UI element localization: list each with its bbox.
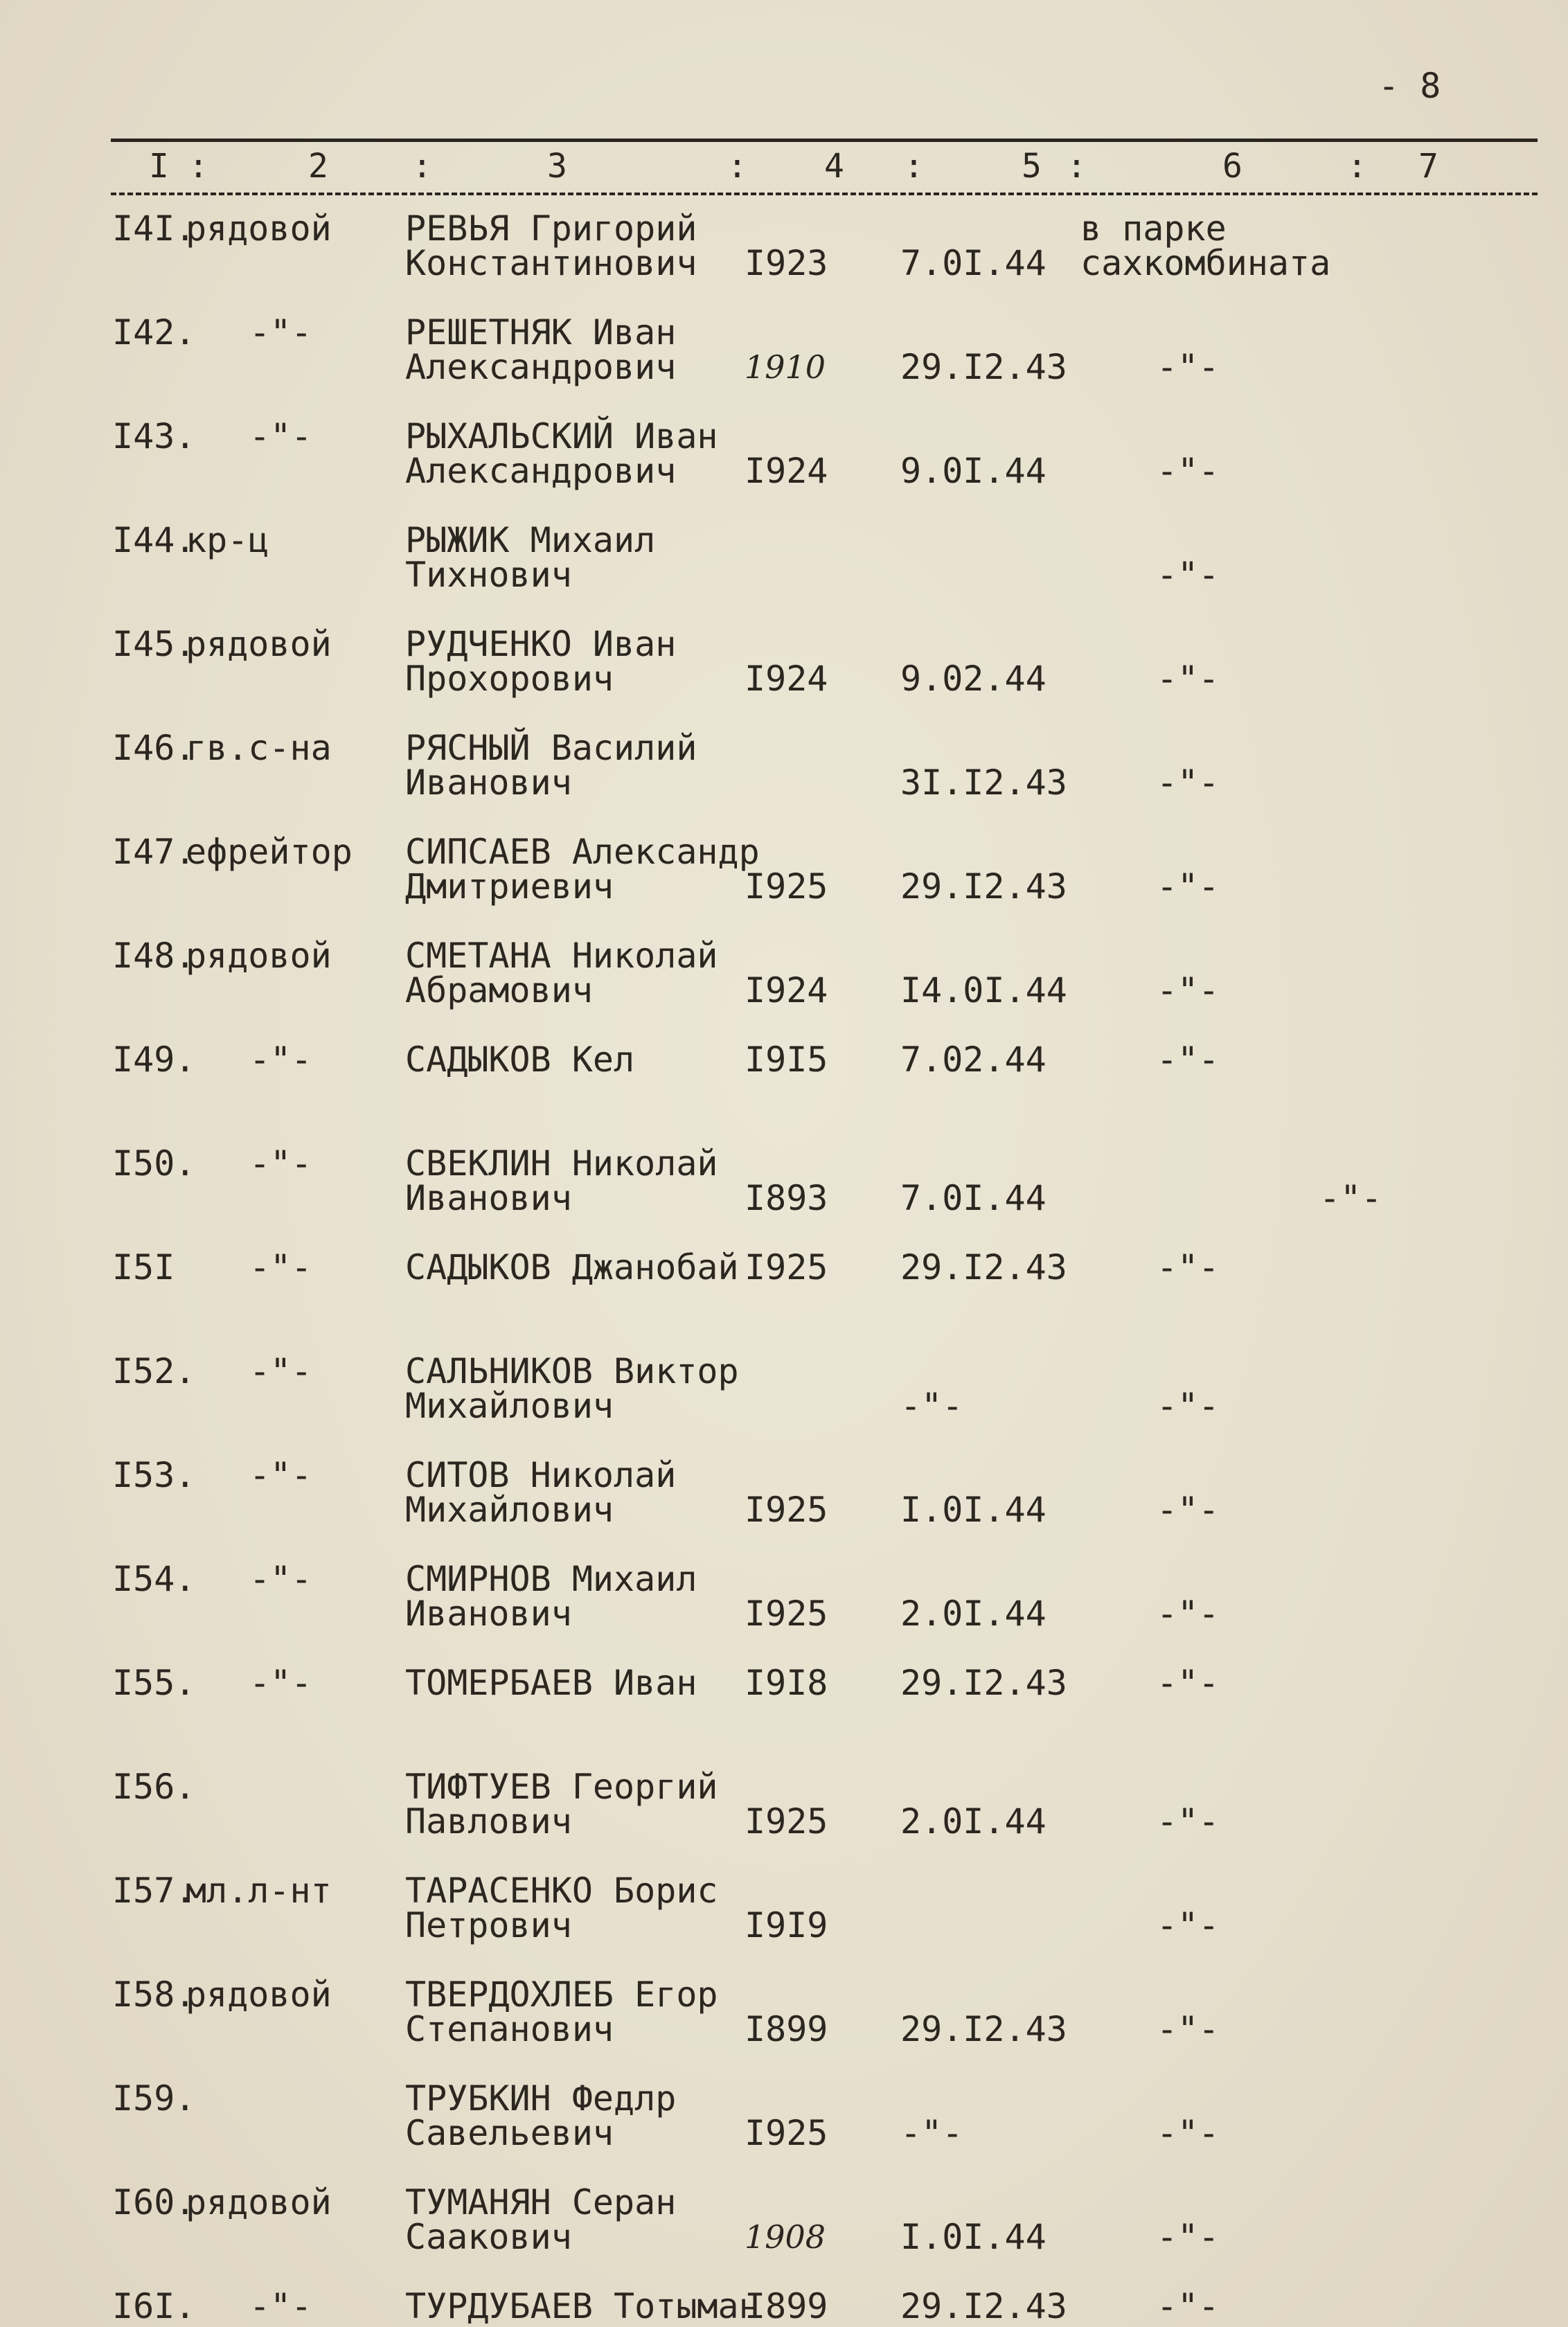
- date: 7.0I.44: [900, 243, 1046, 283]
- date: 2.0I.44: [900, 1594, 1046, 1634]
- row-number: I55.: [112, 1663, 196, 1703]
- date: 7.0I.44: [900, 1178, 1046, 1218]
- rank: -"-: [249, 1455, 312, 1495]
- page-number: - 8: [1378, 66, 1441, 106]
- table-row: [0, 1351, 1568, 1458]
- burial-place-ditto: -"-: [1157, 347, 1220, 387]
- birth-year: I9I8: [745, 1663, 828, 1703]
- surname-name: РУДЧЕНКО Иван: [405, 624, 677, 664]
- surname-name: РЯСНЫЙ Василий: [405, 728, 697, 768]
- surname-name: ТАРАСЕНКО Борис: [405, 1871, 718, 1911]
- rank: гв.с-на: [186, 728, 332, 768]
- birth-year: I925: [745, 1594, 828, 1634]
- date: I.0I.44: [900, 2217, 1046, 2257]
- rank: -"-: [249, 1559, 312, 1599]
- date: 29.I2.43: [900, 347, 1067, 387]
- rank: -"-: [249, 1351, 312, 1391]
- patronymic: Прохорович: [405, 659, 614, 699]
- header-sep: :: [188, 147, 208, 186]
- surname-name: СИПСАЕВ Александр: [405, 832, 760, 872]
- rank: ефрейтор: [186, 832, 353, 872]
- row-number: I43.: [112, 416, 196, 456]
- date: I.0I.44: [900, 1490, 1046, 1530]
- patronymic: Петрович: [405, 1905, 572, 1945]
- patronymic: Степанович: [405, 2009, 614, 2049]
- surname-name: ТОМЕРБАЕВ Иван: [405, 1663, 697, 1703]
- header-sep: :: [1347, 147, 1367, 186]
- burial-place-ditto: -"-: [1157, 2009, 1220, 2049]
- col7-ditto: -"-: [1319, 1178, 1382, 1218]
- rank: -"-: [249, 1247, 312, 1287]
- surname-name: ТВЕРДОХЛЕБ Егор: [405, 1974, 718, 2015]
- date: 29.I2.43: [900, 2286, 1067, 2326]
- burial-place-ditto: -"-: [1157, 451, 1220, 491]
- birth-year: I9I5: [745, 1040, 828, 1080]
- burial-place-ditto: -"-: [1157, 1905, 1220, 1945]
- rank: -"-: [249, 312, 312, 353]
- birth-year: I893: [745, 1178, 828, 1218]
- table-row: [0, 624, 1568, 731]
- table-row: [0, 1974, 1568, 2081]
- table-row: [0, 208, 1568, 315]
- burial-place: в парке: [1080, 208, 1227, 249]
- table-row: [0, 2078, 1568, 2185]
- header-col-3: 3: [547, 147, 567, 186]
- patronymic: Иванович: [405, 1594, 572, 1634]
- patronymic: Дмитриевич: [405, 866, 614, 907]
- burial-place-ditto: -"-: [1157, 2113, 1220, 2153]
- patronymic: Иванович: [405, 763, 572, 803]
- row-number: I42.: [112, 312, 196, 353]
- header-sep: :: [727, 147, 747, 186]
- surname-name: РЫЖИК Михаил: [405, 520, 656, 560]
- row-number: I5I: [112, 1247, 175, 1287]
- surname-name: ТУРДУБАЕВ Тотыман: [405, 2286, 760, 2326]
- row-number: I47.: [112, 832, 196, 872]
- burial-place-ditto: -"-: [1157, 1490, 1220, 1530]
- date: 29.I2.43: [900, 1247, 1067, 1287]
- birth-year: I925: [745, 1801, 828, 1842]
- rank: -"-: [249, 2286, 312, 2326]
- table-row: [0, 1143, 1568, 1250]
- rank: -"-: [249, 1143, 312, 1184]
- surname-name: СИТОВ Николай: [405, 1455, 677, 1495]
- surname-name: СМЕТАНА Николай: [405, 936, 718, 976]
- header-col-4: 4: [824, 147, 844, 186]
- surname-name: РЕШЕТНЯК Иван: [405, 312, 677, 353]
- row-number: I52.: [112, 1351, 196, 1391]
- surname-name: СВЕКЛИН Николай: [405, 1143, 718, 1184]
- header-col-1: I: [149, 147, 169, 186]
- burial-place-ditto: -"-: [1157, 1594, 1220, 1634]
- table-row: [0, 938, 1568, 1042]
- date: 29.I2.43: [900, 2009, 1067, 2049]
- row-number: I59.: [112, 2078, 196, 2119]
- table-row: [0, 2286, 1568, 2327]
- row-number: I56.: [112, 1767, 196, 1807]
- table-row: [0, 2182, 1568, 2289]
- table-row: [0, 832, 1568, 938]
- surname-name: РЫХАЛЬСКИЙ Иван: [405, 416, 718, 456]
- patronymic: Михайлович: [405, 1386, 614, 1426]
- table-top-rule: [111, 139, 1538, 142]
- birth-year: I924: [745, 970, 828, 1010]
- birth-year: 1910: [745, 348, 826, 386]
- birth-year: I899: [745, 2009, 828, 2049]
- burial-place-ditto: -"-: [1157, 1040, 1220, 1080]
- date: 3I.I2.43: [900, 763, 1067, 803]
- rank: рядовой: [186, 2182, 332, 2222]
- date: I4.0I.44: [900, 970, 1067, 1010]
- table-row: [0, 520, 1568, 627]
- burial-place-ditto: -"-: [1157, 659, 1220, 699]
- row-number: I49.: [112, 1040, 196, 1080]
- birth-year: I925: [745, 1490, 828, 1530]
- patronymic: Тихнович: [405, 555, 572, 595]
- burial-place-ditto: -"-: [1157, 2217, 1220, 2257]
- patronymic: Павлович: [405, 1801, 572, 1842]
- birth-year: I923: [745, 243, 828, 283]
- date: 9.02.44: [900, 659, 1046, 699]
- surname-name: САДЫКОВ Джанобай: [405, 1247, 739, 1287]
- table-row: [0, 1247, 1568, 1354]
- rank: -"-: [249, 416, 312, 456]
- header-col-6: 6: [1222, 147, 1242, 186]
- rank: -"-: [249, 1040, 312, 1080]
- patronymic: Савельевич: [405, 2113, 614, 2153]
- burial-place-ditto: -"-: [1157, 2286, 1220, 2326]
- row-number: I57.: [112, 1871, 196, 1911]
- table-row: [0, 1042, 1568, 1146]
- patronymic: Александрович: [405, 347, 677, 387]
- date: 29.I2.43: [900, 1663, 1067, 1703]
- date: -"-: [900, 2113, 963, 2153]
- rank: рядовой: [186, 624, 332, 664]
- patronymic: Михайлович: [405, 1490, 614, 1530]
- row-number: I48.: [112, 936, 196, 976]
- burial-place-ditto: -"-: [1157, 970, 1220, 1010]
- date: -"-: [900, 1386, 963, 1426]
- table-row: [0, 728, 1568, 835]
- patronymic: Константинович: [405, 243, 697, 283]
- table-row: [0, 1559, 1568, 1666]
- burial-place-ditto: -"-: [1157, 763, 1220, 803]
- row-number: I58.: [112, 1974, 196, 2015]
- rank: кр-ц: [186, 520, 269, 560]
- table-row: [0, 1769, 1568, 1873]
- birth-year: I924: [745, 659, 828, 699]
- burial-place-ditto: -"-: [1157, 866, 1220, 907]
- birth-year: I899: [745, 2286, 828, 2326]
- birth-year: I9I9: [745, 1905, 828, 1945]
- date: 2.0I.44: [900, 1801, 1046, 1842]
- patronymic: Иванович: [405, 1178, 572, 1218]
- row-number: I4I.: [112, 208, 196, 249]
- row-number: I53.: [112, 1455, 196, 1495]
- table-row: [0, 312, 1568, 419]
- surname-name: ТИФТУЕВ Георгий: [405, 1767, 718, 1807]
- surname-name: РЕВЬЯ Григорий: [405, 208, 697, 249]
- surname-name: ТРУБКИН Федлр: [405, 2078, 677, 2119]
- birth-year: I925: [745, 866, 828, 907]
- row-number: I54.: [112, 1559, 196, 1599]
- date: 9.0I.44: [900, 451, 1046, 491]
- table-row: [0, 416, 1568, 523]
- surname-name: СМИРНОВ Михаил: [405, 1559, 697, 1599]
- rank: мл.л-нт: [186, 1871, 332, 1911]
- date: 29.I2.43: [900, 866, 1067, 907]
- surname-name: САЛЬНИКОВ Виктор: [405, 1351, 739, 1391]
- header-sep: :: [1067, 147, 1087, 186]
- row-number: I60.: [112, 2182, 196, 2222]
- rank: рядовой: [186, 208, 332, 249]
- row-number: I50.: [112, 1143, 196, 1184]
- row-number: I46.: [112, 728, 196, 768]
- header-col-2: 2: [308, 147, 328, 186]
- header-sep: :: [904, 147, 924, 186]
- row-number: I45.: [112, 624, 196, 664]
- row-number: I6I.: [112, 2286, 196, 2326]
- date: 7.02.44: [900, 1040, 1046, 1080]
- table-row: [0, 1663, 1568, 1769]
- birth-year: I924: [745, 451, 828, 491]
- birth-year: 1908: [745, 2218, 826, 2256]
- header-col-7: 7: [1418, 147, 1438, 186]
- patronymic: Александрович: [405, 451, 677, 491]
- patronymic: Абрамович: [405, 970, 593, 1010]
- surname-name: ТУМАНЯН Серан: [405, 2182, 677, 2222]
- patronymic: Саакович: [405, 2217, 572, 2257]
- row-number: I44.: [112, 520, 196, 560]
- table-row: [0, 1873, 1568, 1977]
- burial-place-ditto: -"-: [1157, 1663, 1220, 1703]
- table-row: [0, 1455, 1568, 1562]
- burial-place-ditto: -"-: [1157, 1801, 1220, 1842]
- birth-year: I925: [745, 2113, 828, 2153]
- burial-place-ditto: -"-: [1157, 1386, 1220, 1426]
- header-sep: :: [412, 147, 432, 186]
- birth-year: I925: [745, 1247, 828, 1287]
- rank: -"-: [249, 1663, 312, 1703]
- rank: рядовой: [186, 1974, 332, 2015]
- burial-place-ditto: -"-: [1157, 555, 1220, 595]
- rank: рядовой: [186, 936, 332, 976]
- burial-place-ditto: сахкомбината: [1080, 243, 1331, 283]
- surname-name: САДЫКОВ Кел: [405, 1040, 635, 1080]
- table-header-rule: [111, 193, 1538, 195]
- header-col-5: 5: [1022, 147, 1042, 186]
- burial-place-ditto: -"-: [1157, 1247, 1220, 1287]
